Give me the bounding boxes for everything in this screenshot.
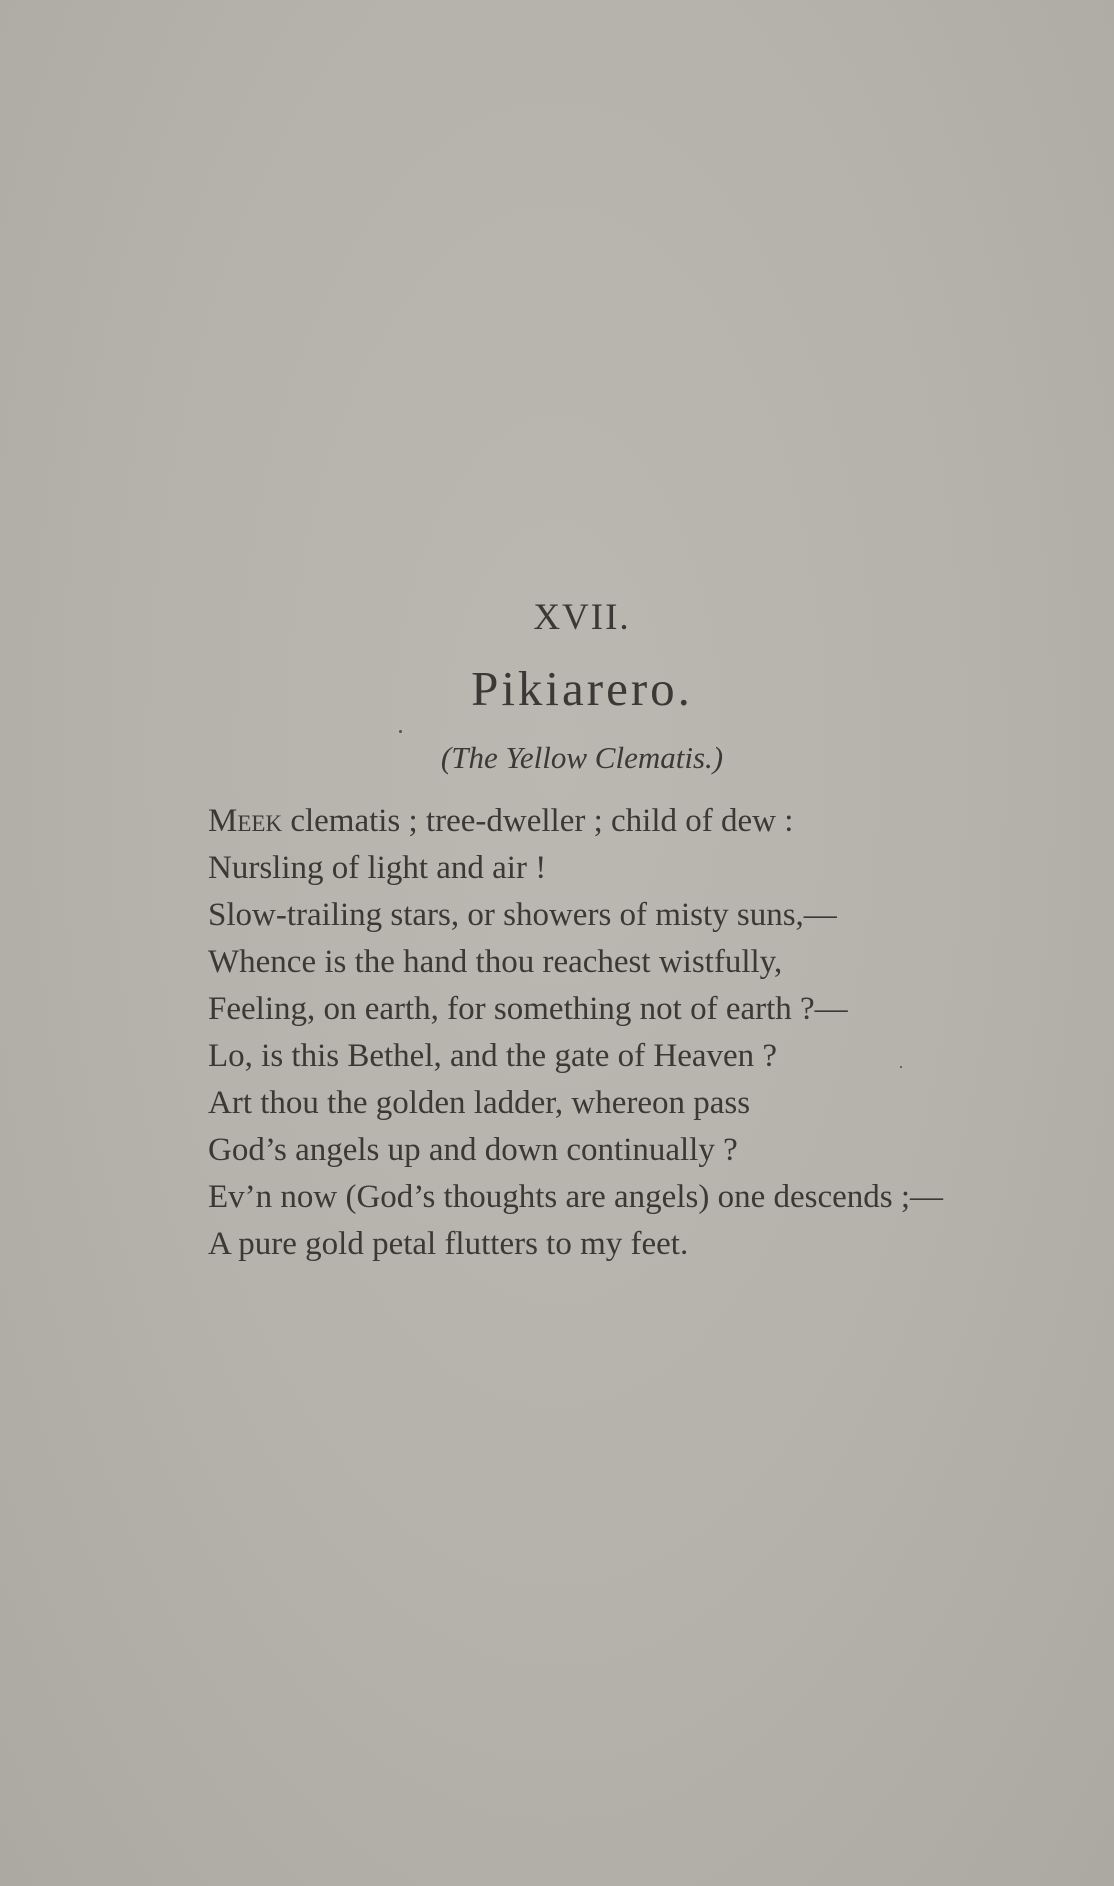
poem-number: XVII. xyxy=(533,597,631,638)
poem-line: Meek clematis ; tree-dweller ; child of dew : xyxy=(208,803,794,839)
poem-line: Slow-trailing stars, or showers of misty suns,— xyxy=(208,897,837,933)
poem-subtitle: (The Yellow Clematis.) xyxy=(440,740,724,775)
poem-line: Feeling, on earth, for something not of earth ?— xyxy=(208,991,848,1027)
poem-line: A pure gold petal flutters to my feet. xyxy=(208,1226,689,1262)
poem-line: Art thou the golden ladder, whereon pass xyxy=(208,1085,751,1121)
poem-line: Nursling of light and air ! xyxy=(208,850,547,886)
poem-line: Ev’n now (God’s thoughts are angels) one descends ;— xyxy=(208,1179,944,1215)
poem-line: Whence is the hand thou reachest wistfully, xyxy=(208,944,783,980)
ink-speck xyxy=(900,1066,902,1068)
poem-line: Lo, is this Bethel, and the gate of Heaven ? xyxy=(208,1038,778,1074)
poem-body xyxy=(208,798,1028,1268)
poem-title: Pikiarero. xyxy=(471,661,693,716)
ink-speck xyxy=(399,730,402,733)
poem-line: God’s angels up and down continually ? xyxy=(208,1132,738,1168)
